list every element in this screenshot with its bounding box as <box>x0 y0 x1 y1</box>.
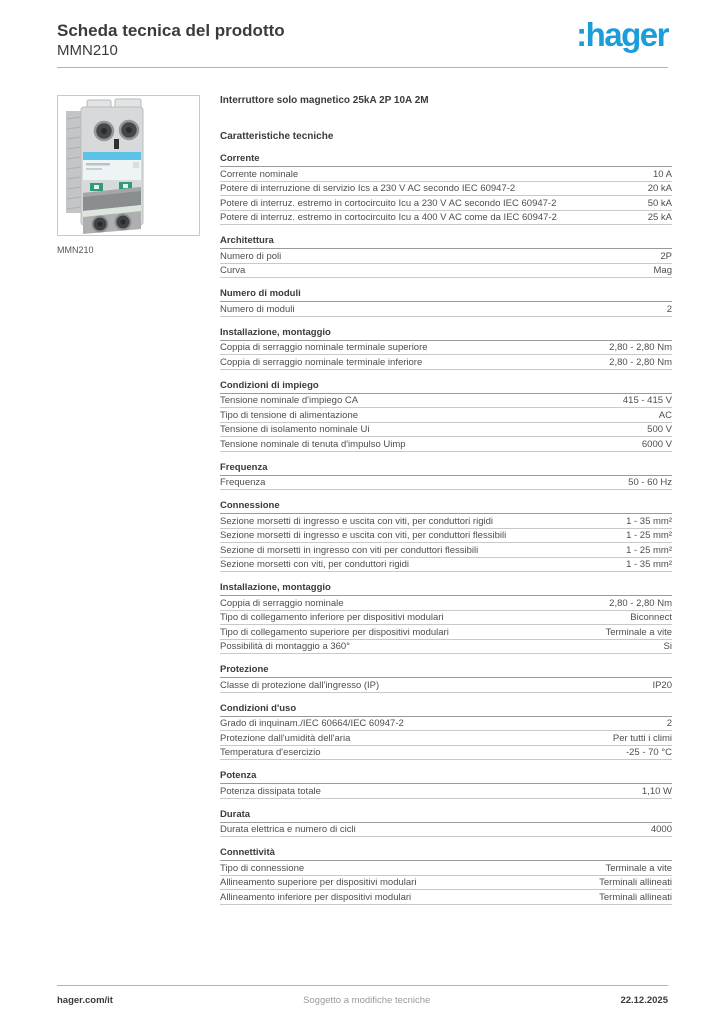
spec-row <box>220 182 672 197</box>
section-title: Corrente <box>220 153 672 167</box>
spec-value: 2P <box>660 250 672 262</box>
spec-section <box>220 582 672 654</box>
spec-section <box>220 664 672 693</box>
section-title: Numero di moduli <box>220 288 672 302</box>
spec-label: Tensione nominale di tenuta d'impulso Uimp <box>220 438 406 450</box>
section-title: Durata <box>220 809 672 823</box>
section-rows <box>220 784 672 799</box>
spec-row <box>220 196 672 211</box>
hager-logo: :hager <box>576 16 668 53</box>
spec-value: Terminali allineati <box>599 877 672 888</box>
spec-value: Per tutti i climi <box>612 732 672 744</box>
spec-value: Terminali allineati <box>599 891 672 903</box>
spec-row <box>220 640 672 655</box>
page-footer <box>57 985 668 1006</box>
spec-label: Numero di poli <box>220 250 282 262</box>
spec-label: Coppia di serraggio nominale <box>220 597 344 609</box>
spec-label: Sezione di morsetti in ingresso con viti per conduttori flessibili <box>220 544 479 556</box>
spec-row <box>220 625 672 640</box>
spec-value: AC <box>658 409 672 421</box>
spec-row <box>220 678 672 693</box>
spec-value: -25 - 70 °C <box>625 747 672 758</box>
section-rows <box>220 394 672 452</box>
section-title: Connettività <box>220 847 672 861</box>
spec-value: 1 - 25 mm² <box>626 544 672 556</box>
spec-label: Allineamento inferiore per dispositivi modulari <box>220 891 412 903</box>
spec-row <box>220 876 672 891</box>
spec-section <box>220 288 672 317</box>
document-title: Scheda tecnica del prodotto <box>57 21 285 40</box>
spec-row <box>220 437 672 452</box>
spec-row <box>220 611 672 626</box>
spec-row <box>220 731 672 746</box>
section-title: Condizioni d'uso <box>220 703 672 717</box>
spec-row <box>220 211 672 226</box>
spec-value: Biconnect <box>630 612 672 623</box>
spec-label: Potenza dissipata totale <box>220 785 321 797</box>
spec-row <box>220 784 672 799</box>
spec-section <box>220 500 672 572</box>
spec-value: 2,80 - 2,80 Nm <box>609 356 672 368</box>
spec-value: Si <box>663 641 672 652</box>
spec-row <box>220 423 672 438</box>
spec-row <box>220 890 672 905</box>
section-title: Condizioni di impiego <box>220 380 672 394</box>
spec-value: 25 kA <box>647 212 672 223</box>
product-image-column <box>57 95 202 905</box>
spec-value: 2 <box>666 718 672 729</box>
section-rows <box>220 302 672 317</box>
spec-label: Coppia di serraggio nominale terminale inferiore <box>220 356 423 368</box>
spec-row <box>220 355 672 370</box>
section-title: Installazione, montaggio <box>220 582 672 596</box>
spec-value: IP20 <box>652 679 672 691</box>
section-rows <box>220 861 672 905</box>
spec-label: Tensione di isolamento nominale Ui <box>220 424 370 435</box>
spec-value: 1 - 25 mm² <box>626 530 672 541</box>
spec-label: Potere di interruz. estremo in cortocircuito Icu a 400 V AC come da IEC 60947-2 <box>220 212 557 223</box>
footer-disclaimer: Soggetto a modifiche tecniche <box>303 995 431 1006</box>
spec-label: Temperatura d'esercizio <box>220 747 321 758</box>
spec-value: 6000 V <box>641 438 672 450</box>
section-title: Installazione, montaggio <box>220 327 672 341</box>
spec-section <box>220 235 672 278</box>
product-description: Interruttore solo magnetico 25kA 2P 10A 2M <box>220 95 429 106</box>
spec-value: 415 - 415 V <box>622 395 672 406</box>
spec-value: 1 - 35 mm² <box>626 515 672 527</box>
spec-section <box>220 847 672 905</box>
spec-row <box>220 476 672 491</box>
section-rows <box>220 167 672 225</box>
spec-label: Curva <box>220 265 246 276</box>
spec-sections <box>220 153 672 905</box>
spec-row <box>220 746 672 761</box>
specs-column <box>220 95 672 905</box>
spec-section <box>220 380 672 452</box>
spec-section <box>220 703 672 761</box>
section-title: Protezione <box>220 664 672 678</box>
section-title: Potenza <box>220 770 672 784</box>
spec-row <box>220 529 672 544</box>
product-code: MMN210 <box>57 42 118 59</box>
section-title: Connessione <box>220 500 672 514</box>
spec-label: Grado di inquinam./IEC 60664/IEC 60947-2 <box>220 718 404 729</box>
spec-label: Possibilità di montaggio a 360° <box>220 641 351 652</box>
section-rows <box>220 678 672 693</box>
spec-label: Corrente nominale <box>220 168 299 180</box>
product-image <box>59 97 198 234</box>
footer-website: hager.com/it <box>57 995 113 1006</box>
spec-section <box>220 770 672 799</box>
characteristics-heading: Caratteristiche tecniche <box>220 131 334 142</box>
section-rows <box>220 341 672 370</box>
section-rows <box>220 596 672 654</box>
spec-row <box>220 408 672 423</box>
spec-section <box>220 327 672 370</box>
spec-row <box>220 558 672 573</box>
page-header <box>57 16 668 60</box>
spec-value: 1,10 W <box>641 785 672 797</box>
header-divider <box>57 67 668 68</box>
spec-label: Potere di interruz. estremo in cortocircuito Icu a 230 V AC secondo IEC 60947-2 <box>220 197 557 209</box>
section-rows <box>220 823 672 838</box>
spec-row <box>220 823 672 838</box>
spec-label: Sezione morsetti con viti, per conduttori rigidi <box>220 559 410 570</box>
spec-label: Tensione nominale d'impiego CA <box>220 395 359 406</box>
spec-row <box>220 341 672 356</box>
spec-label: Tipo di tensione di alimentazione <box>220 409 359 421</box>
spec-value: Mag <box>653 265 672 276</box>
spec-value: 2 <box>666 303 672 315</box>
spec-value: 50 kA <box>647 197 672 209</box>
spec-label: Durata elettrica e numero di cicli <box>220 824 356 835</box>
spec-row <box>220 167 672 182</box>
spec-row <box>220 596 672 611</box>
spec-value: 50 - 60 Hz <box>628 477 672 488</box>
spec-row <box>220 302 672 317</box>
spec-value: 2,80 - 2,80 Nm <box>609 597 672 609</box>
spec-row <box>220 543 672 558</box>
section-title: Architettura <box>220 235 672 249</box>
spec-section <box>220 809 672 838</box>
spec-value: 20 kA <box>647 183 672 194</box>
footer-date: 22.12.2025 <box>620 995 668 1006</box>
spec-label: Potere di interruzione di servizio Ics a 230 V AC secondo IEC 60947-2 <box>220 183 516 194</box>
spec-section <box>220 462 672 491</box>
spec-value: Terminale a vite <box>605 862 672 874</box>
spec-row <box>220 249 672 264</box>
spec-label: Allineamento superiore per dispositivi modulari <box>220 877 417 888</box>
spec-value: 500 V <box>647 424 672 435</box>
spec-section <box>220 153 672 225</box>
spec-label: Tipo di connessione <box>220 862 305 874</box>
spec-row <box>220 264 672 279</box>
section-rows <box>220 476 672 491</box>
spec-label: Tipo di collegamento superiore per dispositivi modulari <box>220 626 449 638</box>
spec-label: Tipo di collegamento inferiore per dispositivi modulari <box>220 612 444 623</box>
spec-label: Coppia di serraggio nominale terminale superiore <box>220 342 428 353</box>
spec-row <box>220 394 672 409</box>
spec-row <box>220 717 672 732</box>
spec-value: 4000 <box>650 824 672 835</box>
spec-label: Frequenza <box>220 477 266 488</box>
spec-label: Protezione dall'umidità dell'aria <box>220 732 351 744</box>
content-area <box>57 95 672 905</box>
section-rows <box>220 249 672 278</box>
spec-row <box>220 861 672 876</box>
spec-value: 2,80 - 2,80 Nm <box>609 342 672 353</box>
spec-value: Terminale a vite <box>605 626 672 638</box>
section-title: Frequenza <box>220 462 672 476</box>
product-image-frame <box>57 95 200 236</box>
spec-row <box>220 514 672 529</box>
product-image-caption: MMN210 <box>57 245 94 255</box>
section-rows <box>220 514 672 572</box>
spec-value: 1 - 35 mm² <box>626 559 672 570</box>
spec-label: Sezione morsetti di ingresso e uscita con viti, per conduttori flessibili <box>220 530 507 541</box>
spec-label: Classe di protezione dall'ingresso (IP) <box>220 679 380 691</box>
spec-label: Numero di moduli <box>220 303 295 315</box>
section-rows <box>220 717 672 761</box>
spec-value: 10 A <box>652 168 672 180</box>
spec-label: Sezione morsetti di ingresso e uscita con viti, per conduttori rigidi <box>220 515 493 527</box>
